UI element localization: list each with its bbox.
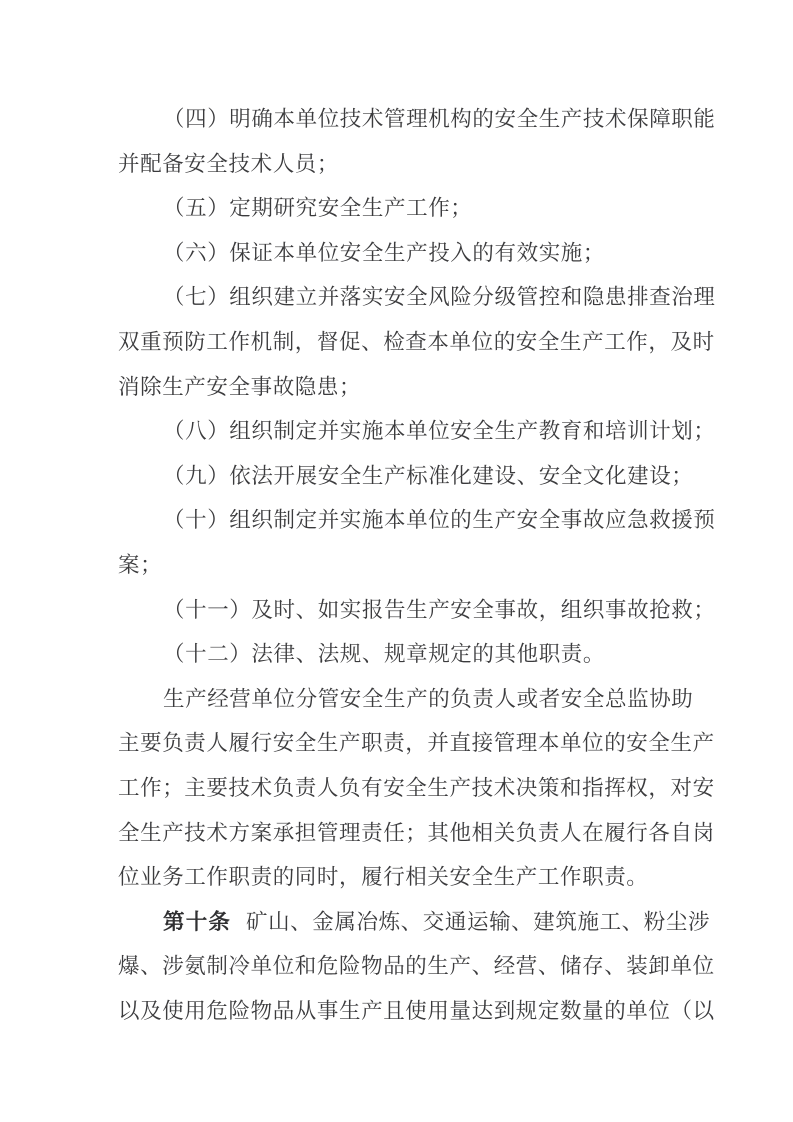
article-number-label: 第十条: [163, 909, 232, 935]
text-line: （四）明确本单位技术管理机构的安全生产技术保障职能: [163, 107, 716, 132]
text-line: （五）定期研究安全生产工作；: [163, 196, 473, 222]
text-line: 全生产技术方案承担管理责任；其他相关负责人在履行各自岗: [118, 820, 715, 846]
text-line: （六）保证本单位安全生产投入的有效实施；: [163, 240, 606, 266]
text-line: （九）依法开展安全生产标准化建设、安全文化建设；: [163, 463, 694, 489]
text-line-content: 矿山、金属冶炼、交通运输、建筑施工、粉尘涉: [231, 909, 711, 935]
text-line: （十二）法律、法规、规章规定的其他职责。: [163, 642, 606, 668]
text-line: （十一）及时、如实报告生产安全事故，组织事故抢救；: [163, 597, 716, 623]
text-line: 生产经营单位分管安全生产的负责人或者安全总监协助: [163, 686, 694, 712]
text-line: 爆、涉氨制冷单位和危险物品的生产、经营、储存、装卸单位: [118, 954, 715, 980]
text-line: 位业务工作职责的同时，履行相关安全生产工作职责。: [118, 865, 649, 891]
text-line: 案；: [118, 552, 163, 578]
text-line: 并配备安全技术人员；: [118, 151, 340, 177]
text-line: 工作；主要技术负责人负有安全生产技术决策和指挥权，对安: [118, 775, 715, 801]
text-line: （八）组织制定并实施本单位安全生产教育和培训计划；: [163, 419, 716, 445]
text-line: （十）组织制定并实施本单位的生产安全事故应急救援预: [163, 508, 716, 534]
text-line: 以及使用危险物品从事生产且使用量达到规定数量的单位（以: [118, 998, 715, 1024]
text-line: 消除生产安全事故隐患；: [118, 374, 362, 400]
text-line: 双重预防工作机制，督促、检查本单位的安全生产工作，及时: [118, 329, 715, 355]
text-line: [118, 901, 711, 946]
document-text-body: [118, 98, 716, 1034]
text-line: 主要负责人履行安全生产职责，并直接管理本单位的安全生产: [118, 731, 715, 757]
text-line: （七）组织建立并落实安全风险分级管控和隐患排查治理: [163, 285, 716, 311]
